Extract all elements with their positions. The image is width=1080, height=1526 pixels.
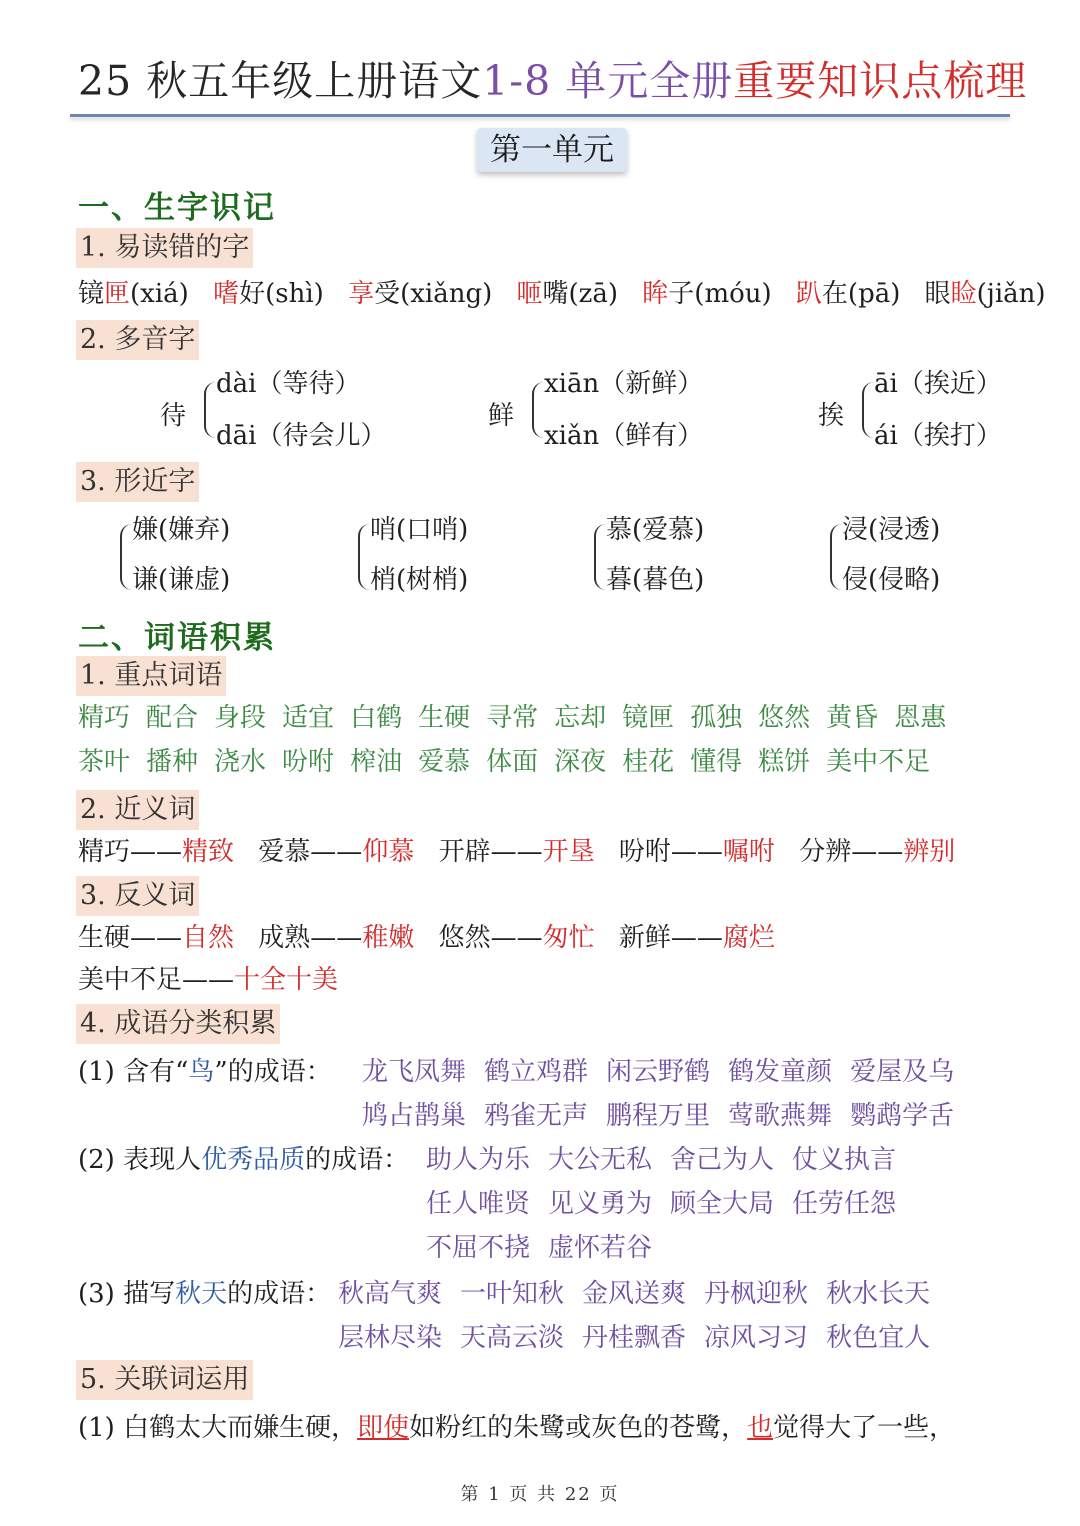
idiom-group-2-label: (2) 表现人优秀品质的成语： (78, 1145, 410, 1175)
antonyms-line: 生硬——自然 成熟——稚嫩 悠然——匆忙 新鲜——腐烂 (78, 923, 775, 953)
subheading-idioms: 4. 成语分类积累 (76, 1004, 280, 1044)
synonyms-line: 精巧——精致 爱慕——仰慕 开辟——开垦 吩咐——嘱咐 分辨——辨别 (78, 837, 956, 867)
similar-group: 哨(口哨) 梢(树梢) (358, 518, 558, 608)
similar-group: 慕(爱慕) 暮(暮色) (594, 518, 794, 608)
title-part-2: 1-8 单元全册 (482, 57, 734, 105)
idiom-group-2-line-1: 助人为乐 大公无私 舍己为人 仗义执言 (426, 1145, 897, 1175)
idiom-group-2-line-2: 任人唯贤 见义勇为 顾全大局 任劳任怨 (426, 1189, 897, 1219)
unit-title: 第一单元 (477, 128, 627, 172)
subheading-polyphones: 2. 多音字 (76, 320, 199, 360)
antonyms-extra-line: 美中不足——十全十美 (78, 965, 339, 995)
polyphone-group: 待 dài（等待） dāi（待会儿） (160, 369, 387, 451)
subheading-key-words: 1. 重点词语 (76, 656, 226, 696)
conjunction-sentence-1: (1) 白鹤太大而嫌生硬，即使如粉红的朱鹭或灰色的苍鹭，也觉得大了一些， (78, 1413, 956, 1443)
idiom-group-1-line-2: 鸠占鹊巢 鸦雀无声 鹏程万里 莺歌燕舞 鹦鹉学舌 (362, 1101, 955, 1131)
section-heading-2: 二、词语积累 (78, 620, 276, 656)
key-words-line-2: 茶叶 播种 浇水 吩咐 榨油 爱慕 体面 深夜 桂花 懂得 糕饼 美中不足 (78, 747, 931, 777)
polyphone-group: 鲜 xiān（新鲜） xiǎn（鲜有） (488, 369, 704, 451)
subheading-antonyms: 3. 反义词 (76, 876, 199, 916)
page-title (78, 52, 1028, 110)
similar-group: 浸(浸透) 侵(侵略) (830, 518, 1030, 608)
easy-wrong-line: 镜匣(xiá) 嗜好(shì) 享受(xiǎng) 咂嘴(zā) 眸子(móu) 趴在(pā) 眼睑(jiǎn) (78, 279, 1046, 309)
page-footer: 第 1 页 共 22 页 (460, 1484, 620, 1505)
similar-group: 嫌(嫌弃) 谦(谦虚) (120, 518, 320, 608)
idiom-group-3-line-1: 秋高气爽 一叶知秋 金风送爽 丹枫迎秋 秋水长天 (338, 1279, 931, 1309)
title-part-3: 重要知识点梳理 (733, 57, 1028, 105)
section-heading-1: 一、生字识记 (78, 190, 276, 226)
title-divider (70, 114, 1010, 117)
subheading-easy-wrong: 1. 易读错的字 (76, 228, 253, 268)
subheading-similar: 3. 形近字 (76, 462, 199, 502)
idiom-group-1-line-1: 龙飞凤舞 鹤立鸡群 闲云野鹤 鹤发童颜 爱屋及乌 (362, 1057, 955, 1087)
key-words-line-1: 精巧 配合 身段 适宜 白鹤 生硬 寻常 忘却 镜匣 孤独 悠然 黄昏 恩惠 (78, 703, 947, 733)
subheading-conjunctions: 5. 关联词运用 (76, 1360, 253, 1400)
idiom-group-1-label: (1) 含有“鸟”的成语： (78, 1057, 332, 1087)
idiom-group-2-line-3: 不屈不挠 虚怀若谷 (426, 1233, 653, 1263)
title-part-1: 25 秋五年级上册语文 (78, 57, 483, 105)
idiom-group-3-line-2: 层林尽染 天高云淡 丹桂飘香 凉风习习 秋色宜人 (338, 1323, 931, 1353)
subheading-synonyms: 2. 近义词 (76, 790, 199, 830)
idiom-group-3-label: (3) 描写秋天的成语： (78, 1279, 332, 1309)
polyphone-group: 挨 āi（挨近） ái（挨打） (818, 369, 1002, 451)
